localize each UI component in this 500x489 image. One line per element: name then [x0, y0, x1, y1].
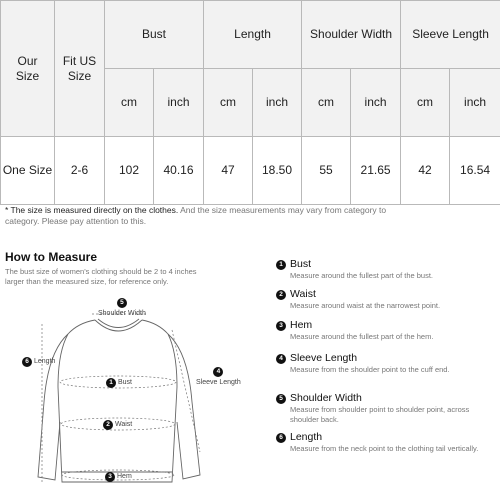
sweater-illustration [0, 292, 270, 489]
cell-fit-us-size: 2-6 [55, 137, 105, 205]
badge-6: 6 [22, 357, 32, 367]
diagram-text-length: Length [34, 358, 56, 365]
badge-1: 1 [106, 378, 116, 388]
legend-desc: Measure from the neck point to the clothing tail vertically. [290, 444, 479, 453]
value-cell: 102 [105, 137, 154, 205]
badge-3: 3 [105, 472, 115, 482]
header-sleeve-length: Sleeve Length [401, 1, 500, 69]
value-cell: 42 [401, 137, 450, 205]
diagram-label-sleeve-length [196, 367, 241, 388]
badge-5: 5 [117, 298, 127, 308]
legend-desc: Measure around waist at the narrowest point. [290, 301, 441, 310]
value-cell: 55 [302, 137, 351, 205]
legend-item-bust [276, 258, 498, 281]
unit-cell: inch [351, 69, 401, 137]
header-fit-us-size: Fit US Size [55, 1, 105, 137]
diagram-text-sleeve-length: Sleeve Length [196, 379, 241, 386]
size-note-rest: And the size measurements may vary from category to category. Please pay attention to this. [5, 205, 387, 226]
badge-2: 2 [103, 420, 113, 430]
legend-name: Shoulder Width [290, 392, 362, 404]
unit-cell: cm [204, 69, 253, 137]
diagram-text-shoulder-width: Shoulder Width [98, 310, 146, 317]
badge-2: 2 [276, 290, 286, 300]
legend-name: Length [290, 431, 323, 443]
sweater-diagram [0, 292, 270, 489]
legend-item-sleeve-length [276, 352, 498, 375]
unit-cell: inch [154, 69, 204, 137]
table-row [1, 137, 500, 205]
diagram-label-hem [105, 472, 132, 482]
header-bust: Bust [105, 1, 204, 69]
header-our-size: Our Size [1, 1, 55, 137]
badge-6: 6 [276, 433, 286, 443]
badge-4: 4 [276, 354, 286, 364]
diagram-label-length [22, 357, 55, 367]
diagram-text-bust: Bust [118, 379, 133, 386]
size-note-strong: * The size is measured directly on the clothes. [5, 205, 179, 215]
diagram-label-bust [106, 378, 132, 388]
legend-desc: Measure from the shoulder point to the cuff end. [290, 365, 450, 374]
diagram-text-waist: Waist [115, 421, 133, 428]
unit-cell: inch [450, 69, 500, 137]
diagram-label-shoulder-width [98, 298, 146, 319]
diagram-label-waist [103, 420, 132, 430]
legend-name: Waist [290, 288, 316, 300]
legend-name: Hem [290, 319, 313, 331]
legend-name: Bust [290, 258, 312, 270]
value-cell: 16.54 [450, 137, 500, 205]
header-shoulder-width: Shoulder Width [302, 1, 401, 69]
legend-desc: Measure around the fullest part of the hem. [290, 332, 434, 341]
badge-5: 5 [276, 394, 286, 404]
value-cell: 40.16 [154, 137, 204, 205]
legend-item-length [276, 431, 498, 454]
value-cell: 47 [204, 137, 253, 205]
cell-our-size: One Size [1, 137, 55, 205]
unit-cell: cm [105, 69, 154, 137]
value-cell: 21.65 [351, 137, 401, 205]
how-to-measure-title: How to Measure [5, 250, 98, 264]
badge-4: 4 [213, 367, 223, 377]
table-header-row [1, 1, 500, 69]
size-table [0, 0, 500, 205]
unit-cell: inch [253, 69, 302, 137]
badge-1: 1 [276, 260, 286, 270]
value-cell: 18.50 [253, 137, 302, 205]
diagram-text-hem: Hem [117, 473, 132, 480]
legend-item-waist [276, 288, 498, 311]
header-length: Length [204, 1, 302, 69]
legend-item-shoulder-width [276, 392, 498, 424]
how-to-measure-description: The bust size of women's clothing should be 2 to 4 inches larger than the measured size, for reference only. [5, 267, 197, 286]
legend-desc: Measure from shoulder point to shoulder point, across shoulder back. [290, 405, 470, 424]
size-note [5, 205, 397, 227]
unit-cell: cm [302, 69, 351, 137]
badge-3: 3 [276, 321, 286, 331]
legend-name: Sleeve Length [290, 352, 358, 364]
legend-item-hem [276, 319, 498, 342]
unit-cell: cm [401, 69, 450, 137]
legend-desc: Measure around the fullest part of the bust. [290, 271, 434, 280]
